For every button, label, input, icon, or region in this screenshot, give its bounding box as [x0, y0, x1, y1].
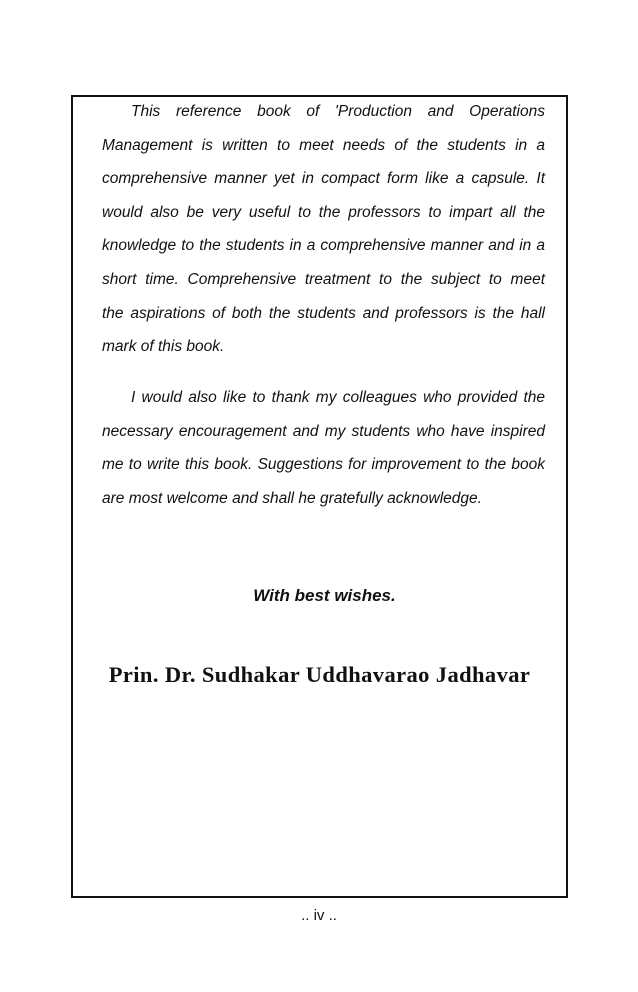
text-line: Management is written to meet needs of the students in a — [102, 136, 545, 154]
text-line: would also be very useful to the professors to impart all the — [102, 203, 545, 221]
preface-paragraph-2 — [102, 383, 545, 517]
text-line: short time. Comprehensive treatment to the subject to meet — [102, 270, 545, 288]
text-line: the aspirations of both the students and professors is the hall — [102, 304, 545, 322]
text-line: I would also like to thank my colleagues who provided the — [131, 389, 545, 406]
closing-wishes: With best wishes. — [253, 586, 396, 605]
author-signature: Prin. Dr. Sudhakar Uddhavarao Jadhavar — [108, 662, 531, 687]
text-line: comprehensive manner yet in compact form like a capsule. It — [102, 170, 545, 188]
page-number: .. iv .. — [301, 907, 337, 924]
text-line: me to write this book. Suggestions for improvement to the book — [102, 456, 545, 474]
text-line: knowledge to the students in a comprehensive manner and in a — [102, 237, 545, 255]
text-line: This reference book of 'Production and Operations — [131, 103, 545, 120]
text-line: necessary encouragement and my students who have inspired — [102, 422, 545, 440]
text-line: mark of this book. — [102, 338, 225, 356]
page-border-frame — [71, 95, 568, 898]
preface-paragraph-1 — [102, 97, 545, 366]
text-line: are most welcome and shall he gratefully acknowledge. — [102, 489, 482, 507]
